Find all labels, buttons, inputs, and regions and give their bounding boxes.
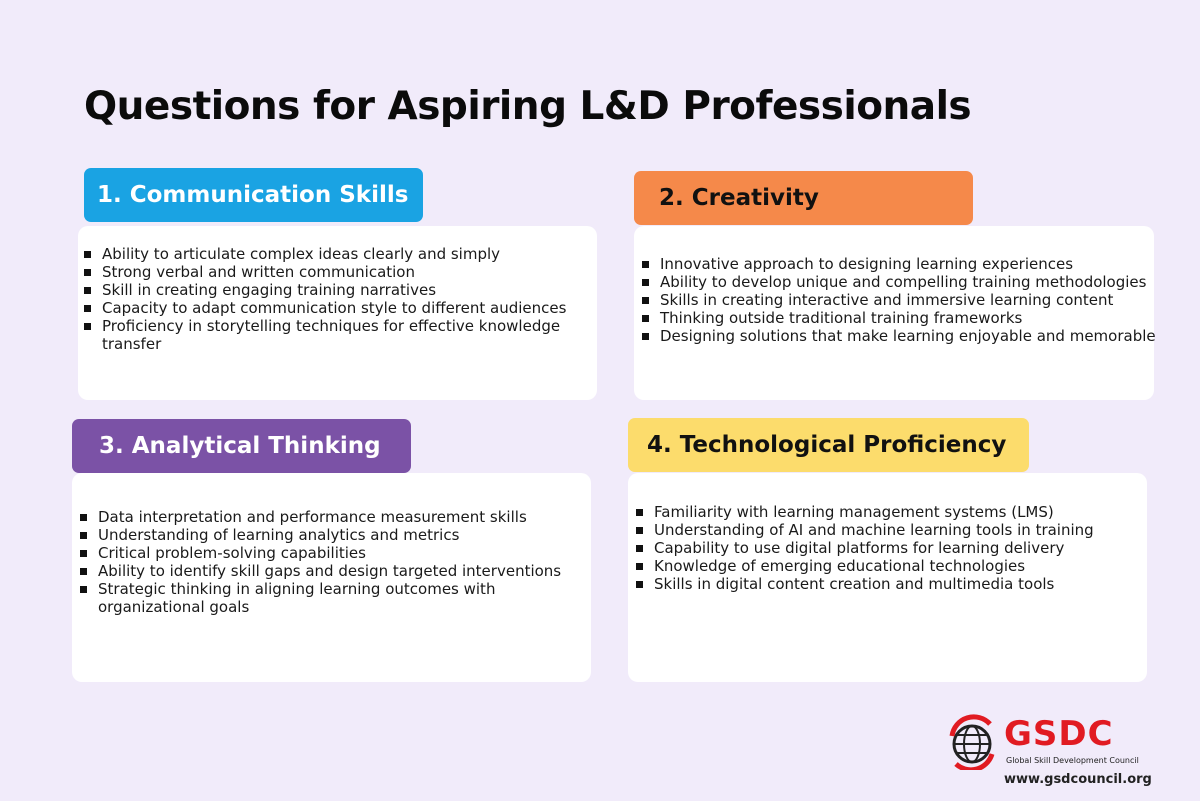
globe-icon — [946, 714, 1002, 770]
bullet-icon — [84, 251, 91, 258]
list-item: Capacity to adapt communication style to different audiences — [78, 299, 578, 317]
logo-wordmark: GSDC — [1004, 714, 1114, 754]
list-item: Strategic thinking in aligning learning outcomes with organizational goals — [74, 580, 574, 616]
section-heading-communication: 1. Communication Skills — [84, 168, 423, 222]
bullet-icon — [636, 509, 643, 516]
section-card-creativity — [634, 226, 1154, 400]
bullet-list — [630, 503, 1130, 593]
section-heading-analytical-thinking: 3. Analytical Thinking — [72, 419, 411, 473]
bullet-icon — [636, 563, 643, 570]
list-item: Designing solutions that make learning enjoyable and memorable — [636, 327, 1176, 345]
bullet-icon — [84, 269, 91, 276]
bullet-icon — [80, 532, 87, 539]
section-card-communication — [78, 226, 597, 400]
bullet-icon — [642, 261, 649, 268]
list-item: Ability to develop unique and compelling training methodologies — [636, 273, 1176, 291]
bullet-list — [636, 255, 1176, 345]
section-heading-technological-proficiency: 4. Technological Proficiency — [628, 418, 1029, 472]
list-item: Strong verbal and written communication — [78, 263, 578, 281]
list-item: Familiarity with learning management systems (LMS) — [630, 503, 1130, 521]
section-heading-creativity: 2. Creativity — [634, 171, 973, 225]
bullet-icon — [80, 550, 87, 557]
bullet-icon — [84, 305, 91, 312]
bullet-list — [74, 508, 574, 616]
bullet-icon — [636, 527, 643, 534]
bullet-icon — [80, 586, 87, 593]
bullet-icon — [642, 333, 649, 340]
bullet-icon — [636, 581, 643, 588]
bullet-icon — [80, 514, 87, 521]
list-item: Understanding of learning analytics and metrics — [74, 526, 574, 544]
bullet-icon — [84, 323, 91, 330]
list-item: Skills in digital content creation and multimedia tools — [630, 575, 1130, 593]
list-item: Critical problem-solving capabilities — [74, 544, 574, 562]
gsdc-logo — [946, 712, 1152, 792]
list-item: Thinking outside traditional training frameworks — [636, 309, 1176, 327]
list-item: Ability to identify skill gaps and design targeted interventions — [74, 562, 574, 580]
bullet-icon — [642, 297, 649, 304]
website-url: www.gsdcouncil.org — [1004, 772, 1152, 787]
bullet-icon — [636, 545, 643, 552]
bullet-list — [78, 245, 578, 353]
bullet-icon — [642, 279, 649, 286]
list-item: Innovative approach to designing learning experiences — [636, 255, 1176, 273]
list-item: Capability to use digital platforms for learning delivery — [630, 539, 1130, 557]
section-card-analytical-thinking — [72, 473, 591, 682]
section-card-technological-proficiency — [628, 473, 1147, 682]
list-item: Proficiency in storytelling techniques for effective knowledge transfer — [78, 317, 578, 353]
list-item: Knowledge of emerging educational technologies — [630, 557, 1130, 575]
bullet-icon — [80, 568, 87, 575]
page-title: Questions for Aspiring L&D Professionals — [84, 84, 972, 129]
list-item: Understanding of AI and machine learning tools in training — [630, 521, 1130, 539]
bullet-icon — [642, 315, 649, 322]
bullet-icon — [84, 287, 91, 294]
list-item: Skills in creating interactive and immersive learning content — [636, 291, 1176, 309]
logo-subtitle: Global Skill Development Council — [1006, 756, 1139, 765]
list-item: Data interpretation and performance measurement skills — [74, 508, 574, 526]
list-item: Ability to articulate complex ideas clearly and simply — [78, 245, 578, 263]
list-item: Skill in creating engaging training narratives — [78, 281, 578, 299]
